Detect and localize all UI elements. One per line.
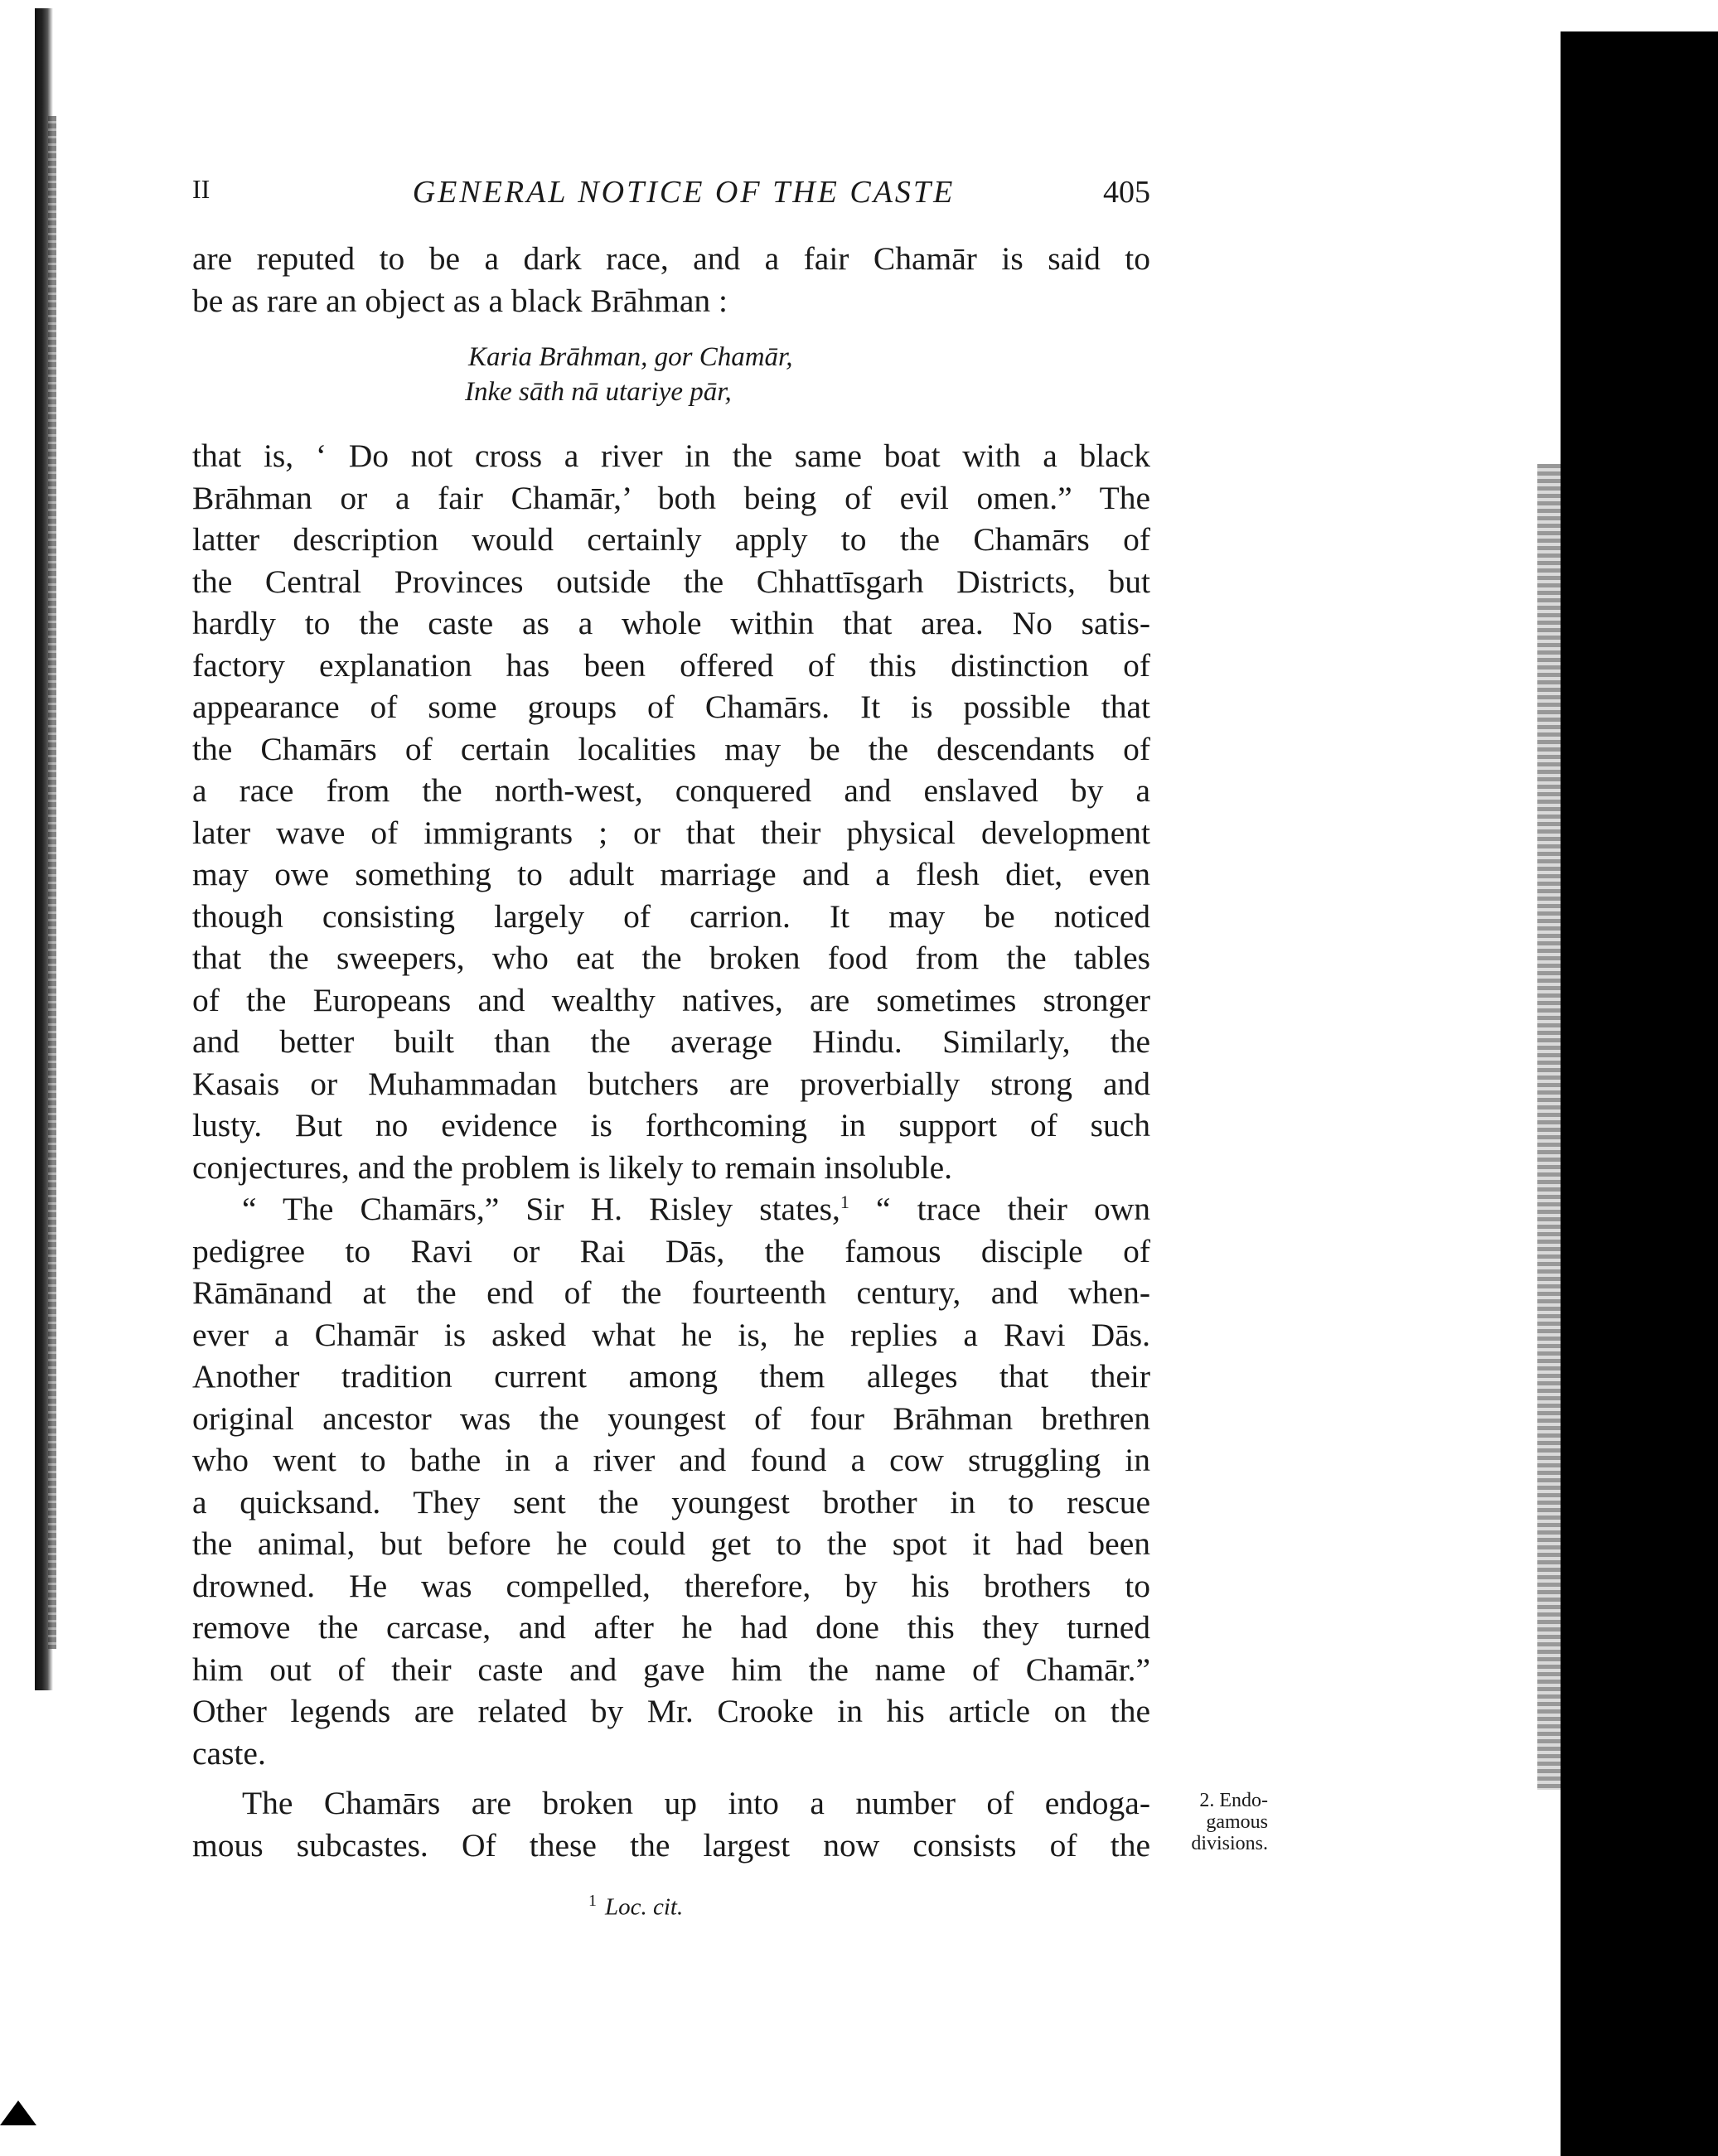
footnote — [588, 1892, 683, 1922]
scan-edge-right — [1561, 31, 1718, 2156]
page-title: GENERAL NOTICE OF THE CASTE — [412, 175, 956, 210]
text-line: the animal, but before he could get to the spot it had been — [192, 1525, 1150, 1562]
text-line: of the Europeans and wealthy natives, are sometimes stronger — [192, 981, 1150, 1018]
text-line: Kasais or Muhammadan butchers are proverbially strong and — [192, 1065, 1150, 1102]
text-line-first — [192, 1188, 1150, 1230]
marginal-note-line: 2. Endo- — [1199, 1790, 1268, 1811]
text-line: lusty. But no evidence is forthcoming in support of such — [192, 1107, 1150, 1143]
text-line: and better built than the average Hindu. Similarly, the — [192, 1023, 1150, 1060]
text-line: caste. — [192, 1734, 266, 1772]
marginal-note — [1160, 1790, 1268, 1854]
text-line: that the sweepers, who eat the broken food from the tables — [192, 940, 1150, 976]
scan-edge-right-texture — [1537, 464, 1561, 1790]
text-line: factory explanation has been offered of this distinction of — [192, 646, 1150, 684]
text-line: pedigree to Ravi or Rai Dās, the famous disciple of — [192, 1232, 1150, 1269]
text-line: a quicksand. They sent the youngest brother in to rescue — [192, 1483, 1150, 1520]
scan-edge-left-texture — [48, 116, 56, 1649]
text-line: drowned. He was compelled, therefore, by his brothers to — [192, 1567, 1150, 1604]
text-line: remove the carcase, and after he had done this they turned — [192, 1609, 1150, 1646]
paragraph-2 — [192, 435, 1150, 1774]
text-line: mous subcastes. Of these the largest now consists of the — [192, 1826, 1150, 1864]
text-line: a race from the north-west, conquered and enslaved by a — [192, 772, 1150, 809]
marginal-note-line: gamous — [1206, 1811, 1268, 1833]
quote-continue: “ trace their own — [849, 1191, 1151, 1227]
text-line: Other legends are related by Mr. Crooke in his article on the — [192, 1693, 1150, 1729]
text-line: appearance of some groups of Chamārs. It is possible that — [192, 689, 1150, 725]
paragraph-4 — [192, 1782, 1150, 1866]
text-line: latter description would certainly apply to the Chamārs of — [192, 521, 1150, 558]
running-head — [192, 174, 1150, 215]
marginal-note-line: divisions. — [1191, 1833, 1268, 1854]
verse-line: Inke sāth nā utariye pār, — [465, 377, 732, 407]
chapter-numeral: II — [192, 174, 211, 204]
text-line: The Chamārs are broken up into a number of endoga- — [242, 1785, 1150, 1821]
text-line: that is, ‘ Do not cross a river in the same boat with a black — [192, 437, 1150, 474]
text-line: who went to bathe in a river and found a cow struggling in — [192, 1442, 1150, 1478]
text-line: hardly to the caste as a whole within that area. No satis- — [192, 605, 1150, 641]
text-line: though consisting largely of carrion. It may be noticed — [192, 897, 1150, 935]
quote-start: “ The Chamārs,” Sir H. Risley states, — [242, 1191, 840, 1227]
text-line: Brāhman or a fair Chamār,’ both being of evil omen.” The — [192, 479, 1150, 516]
verse-line: Karia Brāhman, gor Chamār, — [468, 342, 793, 372]
text-line: ever a Chamār is asked what he is, he replies a Ravi Dās. — [192, 1316, 1150, 1353]
footnote-number: 1 — [588, 1892, 597, 1910]
text-line: Another tradition current among them alleges that their — [192, 1358, 1150, 1395]
footnote-text: Loc. cit. — [605, 1893, 684, 1921]
text-line: Rāmānand at the end of the fourteenth century, and when- — [192, 1274, 1150, 1311]
text-line: later wave of immigrants ; or that their physical development — [192, 814, 1150, 851]
page-corner-marker — [0, 2100, 36, 2125]
text-line: are reputed to be a dark race, and a fair Chamār is said to — [192, 240, 1150, 277]
text-line: conjectures, and the problem is likely to remain insoluble. — [192, 1148, 953, 1186]
paragraph-1 — [192, 238, 1150, 321]
footnote-reference: 1 — [840, 1191, 849, 1212]
text-line: the Chamārs of certain localities may be the descendants of — [192, 730, 1150, 767]
text-line: be as rare an object as a black Brāhman : — [192, 282, 728, 319]
text-line: may owe something to adult marriage and a flesh diet, even — [192, 856, 1150, 892]
page-number: 405 — [1103, 175, 1150, 210]
text-line: original ancestor was the youngest of four Brāhman brethren — [192, 1399, 1150, 1437]
verse-quote — [465, 340, 793, 409]
text-line: him out of their caste and gave him the name of Chamār.” — [192, 1651, 1150, 1688]
text-line: the Central Provinces outside the Chhattīsgarh Districts, but — [192, 563, 1150, 600]
